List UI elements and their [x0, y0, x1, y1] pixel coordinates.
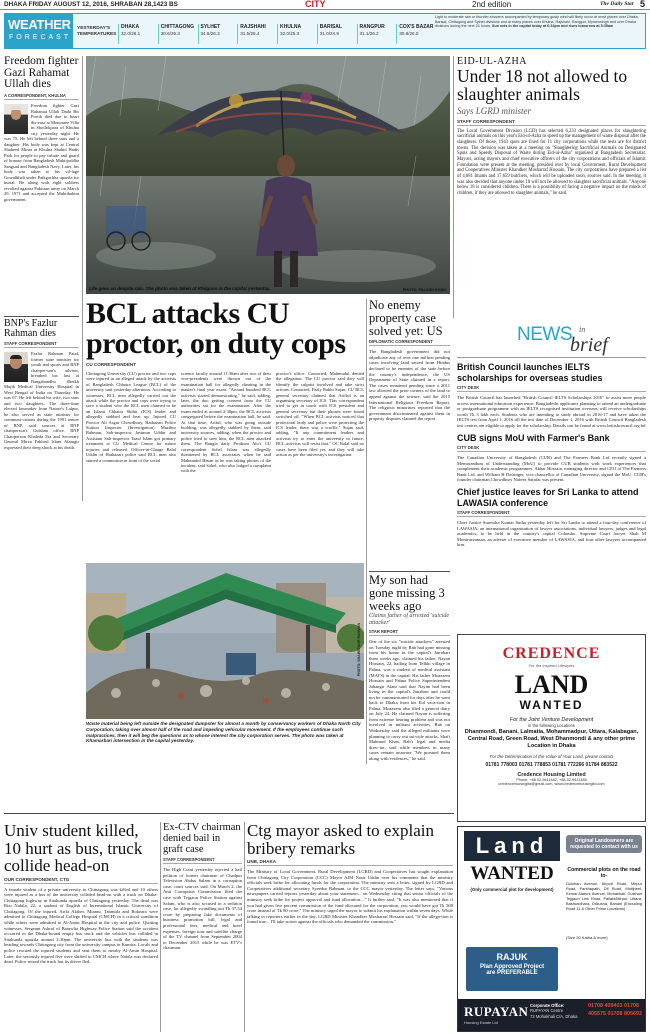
weather-bar — [4, 13, 646, 49]
brief-item-body: The British Council has launched "British Council IELTS Scholarships 2016" to assist more people access international education experience. Bangladeshi applicants planning to attend an undergraduate or postgraduate programme with an IELTS recognised institution overseas will receive scholarships worth Tk 3 lakh each. Students who are intending to study abroad in 2016-17 and have taken the IELTS test from April 1, 2016 till the test date of December 1, 2016 with British Council Bangladesh test centres are eligible to apply for the scholarship. Details can be found at www.britishcouncil.org.bd — [457, 395, 646, 428]
rupayan-land: Land — [464, 831, 560, 861]
rupayan-preferable: are PREFERABLE — [486, 970, 538, 976]
ad-rupayan — [457, 826, 646, 1032]
column-rule — [82, 56, 83, 501]
brief-item-byline: CITY DESK — [457, 385, 646, 392]
brief-item — [457, 487, 646, 548]
brief-item-byline: CITY DESK — [457, 445, 646, 452]
rain-caption-text: Life goes on despite rain. The photo was taken at Khilgaon in the capital yesterday. — [89, 286, 271, 291]
dumpster-caption: Waste material being left outside the designated dumpster for almost a month by conservancy workers of Dhaka North City Corporation, taking over almost half of the road and impeding vehicular movement. If the employees continue such malpractices, then it will beg the questions as to whose interest the city corporation serves. The photo was taken at Khamarbari intersection in the capital yesterday. — [86, 721, 361, 744]
weather-city — [277, 24, 317, 44]
credence-land: LAND — [514, 670, 589, 699]
eid-body: The Local Government Division (LGD) has selected 6,233 designated places for slaughtering sacrificial animals on this year's Eid-ul-Azha to speed up the management of waste disposal after the slaughters. Of those, 1943 spots are fixed for 11 city corporations while the rests are for district towns. The decision was taken at a meeting on "Slaughtering Sacrificial Animals on Designated Spots and Speedy Disposal of Waste during Eid-ul-Azha" organised at Bangladesh Secretariat. Mayors, acting mayors and chief executive officers of the city corporations and officials of Islamic Foundation were present at the meeting, presided over by local Government, Rural Development and Cooperatives Minister Khandker Mosharraf Hossain. The city corporations have prepared a list of 4,681 Imams and 17,659 butchers, which will be uploaded soon, sources said. In the meeting, it was also decided that anyone under 18 will not be allowed to slaughter sacrificial animals. "Anyone below 18 is considered children. There is a possibility of facing a negative impact on the minds of children, if they are allowed to slaughter animals," he said. — [457, 128, 646, 196]
ctg-body: The Ministry of Local Government, Rural Development (LGRD) and Cooperatives has sought explanation from Chittagong City Corporation (CCC) Mayor AJM Nasir Uddin over his comments that the ministry officials seek bribe for allocating funds for the corporation. The ministry sent a letter, signed by LGRD and Cooperatives additional secretary Syeedur Rahman, to the CCC mayor yesterday. The letter says, "Various newspapers carried reports yesterday about your statement... on Wednesday citing that senior officials of the ministry seek bribe for project approval and fund allocation...." It further said, "It was also mentioned that if you had given five percent commission of the fund allocated for the corporation, you would have got Tk 500 crore instead of Tk 80 crore." The ministry urged the mayor to submit his explanation within seven days. While talking to reporters earlier in the day, LGRD Minister Khandker Mosharraf Hossain said, "If the allega-tion is found true... I'll take action against the officials who demanded the commission." — [247, 869, 453, 925]
story-bnp — [4, 316, 79, 501]
noenemy-body: The Bangladesh government did not adjudicate any of over one million pending cases involving land seized from Hindus declared to be enemies of the state before the country's independence, the US Department of State claimed in a report. The cases remained pending since a 2011 law allowed the prior owners of the land to appeal against the seizure, said the 2015 International Religious Freedom Report. The religious minorities reported that the government discriminated against them in property disputes claimed the report. — [369, 349, 450, 422]
weather-city — [396, 24, 436, 44]
exctv-headline: Ex-CTV chairman denied bail in graft case — [163, 822, 241, 855]
masthead — [0, 0, 650, 10]
brief-item-headline: Chief justice leaves for Sri Lanka to attend LAWASIA conference — [457, 487, 639, 508]
brief-item-body: The Canadian University of Bangladesh (CUB) and The Farmers Bank Ltd recently signed a Memorandum of Understanding (MoU) to provide CUB students with work experiences that complement their academic programmes. Akbar Hossain, managing director and CEO of The Farmers Bank Ltd, and William H Deiringer, vice chancellor of Canadian University, signed the MoU. CUB's founder chairman Chowdhury Nafeez Sarafat was present. — [457, 455, 646, 483]
news-in-brief — [457, 322, 646, 629]
weather-city-name: RAJSHAHI — [240, 24, 266, 30]
credence-info: For the Determination of the Value of Your Land, please contact — [489, 754, 614, 759]
rupayan-brand: RUPAYAN — [464, 1004, 529, 1019]
rain-photo-caption — [89, 286, 339, 292]
rupayan-badge: Original Landowners are requested to contact with us — [566, 835, 642, 853]
paper-name: The Daily Star — [600, 1, 634, 7]
weather-city-name: RANGPUR — [359, 24, 385, 30]
weather-subtitle: FORECAST — [9, 34, 72, 41]
section-name: CITY — [305, 0, 326, 9]
story-exctv — [163, 822, 242, 1034]
weather-yesterday-label — [77, 26, 116, 38]
rupayan-office-1: Corporate Office: — [530, 1003, 565, 1008]
weather-city-name: DHAKA — [121, 24, 140, 30]
bcl-headline: BCL attacks CU proctor, on duty cops — [86, 299, 346, 360]
credence-wanted: WANTED — [519, 698, 584, 712]
column-rule — [244, 822, 245, 1032]
noenemy-byline: DIPLOMATIC CORRESPONDENT — [369, 339, 450, 346]
story-missing-son — [369, 571, 450, 786]
weather-logo — [5, 14, 73, 48]
brief-item-body: Chief Justice Surendra Kumar Sinha yesterday left for Sri Lanka to attend a four-day conference of LAWASIA, an international organisation of lawyer associations, individual lawyers, judges and legal academics, to be held in the country's capital Colombo. Supreme Court lawyer Shah M Moniruzzaman, an adviser of executive member of LAWASIA, and four other lawyers accompanied him. — [457, 520, 646, 548]
univ-headline: Univ student killed, 10 hurt as bus, truck collide head-on — [4, 822, 143, 875]
weather-city-name: KHULNA — [280, 24, 302, 30]
weather-city — [357, 24, 397, 44]
eid-headline: Under 18 not allowed to slaughter animals — [457, 66, 628, 104]
weather-city — [198, 24, 238, 44]
weather-city-temps: 31.0/24.9 — [319, 31, 339, 36]
weather-city-name: SYLHET — [200, 24, 221, 30]
rupayan-size: (Size 20 Katha & more) — [566, 935, 608, 940]
freedom-body: Freedom fighter Gazi Rahamat Ullah Dadu Bir Protik died due to heart dis-ease at Monoaree Villa in Shoilokpara of Khulna city yesterday night. He was 75. He left behind three sons and a daughter. His body was kept at Central Shaheed Minar at Khulna Shahid Hadis Park for people to pay tribute and guard of honour from Bangladesh Muktijoddha Sangsad and Bangladesh Navy. Later, his body was taken to his vil-lage Gowalkhali under Paikgachha upazila for burial. He along with eight soldiers revolted against Pakistan army on March 29, 1971 and accepted the Muktibahini government. — [4, 103, 79, 202]
weather-city-temps: 32.0/26.1 — [121, 31, 141, 36]
dumpster-photo-credit: PHOTO: SHAHEENUR RAHMAN — [357, 623, 361, 677]
weather-city — [317, 24, 357, 44]
rupayan-office-3: 72 Mohakhali C/A, Dhaka — [530, 1013, 578, 1019]
credence-phones: 01781 778003 01781 778853 01781 772266 01784 883522 — [485, 762, 618, 768]
bcl-col-3: proctor's office. Contacted, Mahmudul denied the allegation. The CU proctor said they will identify the culprits involved and take strict actions. Contacted, Fazly Rabbi Sujan, CU BCL general secretary claimed that Arifful is an organising secretary of ICS. This correspondent tried to get in touch with ICS president and general secretary but their phones were found switched off. "When BCL activists noticed that protectoral body and police were protecting the ICS leader, there was a scuffle," Sujan said, adding, "If any commitment leaders and activists try to enter the university in future, BCL activists will resist that." OC Balal said no cases have been filed yet, and they will take action as per the university's investigation. — [276, 371, 364, 458]
weather-city-temps: 31.5/25.4 — [240, 31, 260, 36]
weather-title: WEATHER — [8, 17, 71, 32]
brief-items — [457, 362, 646, 548]
rupayan-joint: (Only commercial plot for development) — [470, 887, 554, 892]
weather-city-temps: 30.8/26.0 — [399, 31, 419, 36]
mason-headline: My son had gone missing 3 weeks ago — [369, 573, 445, 613]
rain-photo-credit: PHOTO: PALASH KHAN — [402, 288, 446, 292]
rupayan-office-2: RUPAYAN Centre — [530, 1008, 564, 1014]
bcl-col-1: Chittagong University (CU) proctor and two cops were injured in an alleged attack by the activists of Bangladesh Chhatra League (BCL) of the university unit yesterday afternoon. According to witnesses, BCL men allegedly carried out the attack while the proctor and cops were trying to save a student who the BCL men claimed to be an Islami Chhatra Shibir (ICS) leader and allegedly stabbed and beat up. Injured CU Proctor Ali Asgar Chowdhury, Hathazari Police Station Inspector (Investigation) Mazibur Rahman, Sub-inspector Jasimun Uddin and Assistant Sub-inspector Tazul Islam got primary treatment at CU Medical Centre for minor injuries and released. Officer-in-Charge Balal Uddin of Hathazari police said BCL men also started a commotion in front of the social — [86, 371, 176, 463]
brief-news: NEWS — [517, 324, 572, 345]
rupayan-rajuk: RAJUK — [496, 952, 528, 962]
freedom-headline: Freedom fighter Gazi Rahamat Ullah dies — [4, 56, 79, 91]
credence-company: Credence Housing Limited — [517, 772, 586, 778]
exctv-body: The High Court yesterday rejected a bail petition of former chairman of Chadpur Television Abdus Salam in a corruption case, court sources said. On March 2, the Anti Corruption Commission filed the case with Tejgaon Police Station against Salam, who is also accused in a sedition case, for allegedly swindling out Tk 37.54 crore by preparing fake documents of business promotion bill, legal and professional fees, medical and hotel expenses, foreign tour and satellite charge of the TV channel from September 2004 to December 2015 while he was ETV's chairman. — [163, 867, 242, 951]
bnp-body: Fazlur Rahman Patal, former state minister for youth and sports and BNP chairper-son's adviser, breathed his last at Bangabandhu Sheikh Mujib Medical University Hospital in West Bengal of India on Thursday. He was 67. He left behind his wife, two sons and two daughters. The three-time elected lawmaker from Natore's Lalpur, he also served as state minister for communi-cations during the 1991 tenure of BNP, said sources at BNP chairperson's Gulshan office. BNP Chairperson Khaleda Zia and Secretary General Mirza Fakhrul Islam Alamgir expressed their deep shock at his death. — [4, 351, 79, 450]
story-univ — [4, 822, 158, 1034]
brief-item — [457, 362, 646, 429]
freedom-byline: A CORRESPONDENT, KHULNA — [4, 93, 79, 100]
eid-deck: Says LGRD minister — [457, 105, 531, 116]
credence-contact: Phone: +88 02-9611482, +88-02-9611485 — [516, 778, 587, 782]
column-rule — [366, 299, 367, 764]
rupayan-footer — [458, 999, 645, 1031]
dumpster-photo-art — [86, 563, 364, 719]
brief-item — [457, 433, 646, 483]
mason-body: One of the six "suicide attackers" arrested on Tuesday night by Rab had gone missing from his home in the capital's Jatrabari three weeks ago, claimed his father. Nayan Hossain, 22, hailing from Telkhi village in Pabna, was a student of medical assistant (MATS) in the capital. His father Moazzem Hossain and Pabna Police Superintendent Jahangir Alam said that Nayan had been living in the capital's Jatrabari and could not be communicated for days after he went back to Dhaka from his Eid vaca-tion in Pabna. Moazzem also filed a general diary on July 24. He claimed Nayan is suffering from extreme hearing problem and was not involved in militant activities. Rab on Wednesday said the alleged militants were planning to carry out sui-cide attacks. Shafi Mahmud Khan, Rab's legal and media direc-tor, said while members in many cases remain unaware "We pursued them along with evidences," he said. — [369, 639, 450, 761]
bnp-portrait — [4, 352, 28, 382]
ad-credence — [457, 634, 646, 822]
freedom-portrait — [4, 104, 28, 134]
credence-locations: Dhanmondi, Banani, Lalmatia, Mohammadpur, Uttara, Kalabagan, Central Road, Green Road, West Dhanmondi & any other prime Location in Dhaka — [464, 729, 639, 749]
weather-city — [158, 24, 198, 44]
weather-city-temps: 34.8/26.3 — [200, 31, 220, 36]
bcl-columns — [86, 371, 364, 474]
credence-venture: For the Joint Venture Development — [509, 717, 594, 723]
weather-city-name: COX'S BAZAR — [399, 24, 434, 30]
weather-city-temps: 30.6/26.3 — [160, 31, 180, 36]
credence-tagline: For the Inspired Lifestyles — [528, 663, 575, 668]
brief-in: in — [579, 325, 586, 334]
bnp-headline: BNP's Fazlur Rahman dies — [4, 318, 58, 340]
column-rule — [453, 56, 454, 318]
weather-city-temps: 32.0/25.3 — [280, 31, 300, 36]
bcl-col-2: science faculty around 11:30am after two of their vice-presidents were thrown out of the examination hall for allegedly cheating in the master's final year exam. "Around hundred BCL activists started demonstrating," he said, adding, later, the duo getting consent from the CU authorities sat for the examination. After the exam ended at around 2:30pm, the BCL activists congregated before the examination hall, he said. At that time, Ariful, who was going outside building, was allegedly stabbed by them, said university sources, adding, when the proctor and police tried to save him, the BCL men attacked them. The Bangla daily Prothom Alo's CU correspondent Sohel Islam was allegedly threatened by BCL associates when he said Mahmudul Hasan as he was taking photos of the incident, said Sohel, who also lodged a complaint with the — [181, 371, 271, 474]
eid-kicker: EID-UL-AZHA — [457, 56, 527, 67]
mason-deck: Claims father of arrested 'suicide attacker' — [369, 613, 450, 627]
label-yesterday: YESTERDAY'S — [77, 26, 111, 31]
ctg-headline: Ctg mayor asked to explain bribery remarks — [247, 822, 434, 858]
rupayan-office — [530, 1003, 584, 1019]
weather-city — [237, 24, 277, 44]
brief-item-byline: STAFF CORRESPONDENT — [457, 510, 646, 517]
rain-photo-art — [86, 56, 450, 294]
weather-city-temps: 31.1/26.2 — [359, 31, 379, 36]
story-no-enemy — [369, 299, 450, 567]
column-rule — [160, 822, 161, 1032]
credence-logo: CREDENCE — [502, 645, 601, 662]
section-divider — [4, 813, 454, 814]
story-freedom-fighter — [4, 56, 79, 312]
story-bcl — [86, 299, 364, 475]
weather-city — [118, 24, 158, 44]
credence-web: credencehousingltd@gmail.com, www.credencehousingltd.com — [498, 782, 605, 786]
bcl-byline: CU CORRESPONDENT — [86, 362, 137, 367]
bnp-byline: STAFF CORRESPONDENT — [4, 341, 79, 348]
story-ctg-mayor — [247, 822, 453, 1034]
story-eid — [457, 56, 646, 318]
rupayan-plan: Plan Approved Project — [479, 964, 545, 970]
forecast-text: Light to moderate rain or thunder-showers accompanied by temporary gusty wind will likely occur at most places over Dhaka, Barisal, Chittagong and Sylhet divisions and at many places over Khulna, Rajshahi, Rangpur, Mymensingh and over Dhaka divisions during the next 24 hours. — [435, 15, 639, 29]
weather-city-name: BARISAL — [319, 24, 342, 30]
rupayan-wanted: WANTED — [470, 863, 554, 884]
mason-byline: STAR REPORT — [369, 629, 450, 636]
rupayan-commercial-title: Commercial plots on the road to- — [567, 867, 641, 879]
noenemy-headline: No enemy property case solved yet: US — [369, 299, 443, 338]
credence-locations-intro: in the following Locations — [528, 723, 575, 728]
exctv-byline: STAFF CORRESPONDENT — [163, 857, 242, 864]
dumpster-photo — [86, 563, 364, 719]
ctg-byline: UNB, DHAKA — [247, 859, 453, 866]
brief-item-headline: CUB signs MoU with Farmer's Bank — [457, 432, 610, 443]
eid-byline: STAFF CORRESPONDENT — [457, 119, 646, 126]
rupayan-brand-sub: Housing Estate Ltd — [464, 1020, 498, 1025]
weather-city-name: CHITTAGONG — [160, 24, 194, 30]
brief-brief: brief — [570, 334, 608, 356]
sun-times: Sun sets in the capital today at 6:34pm and rises tomorrow at 5:35am — [492, 24, 614, 29]
rupayan-commercial-list: Gulshan Avenue, Airport Road, Mirpur Road, Panthapath, Dit Road, Motijheel, Kemal Ataturk Avenue, Mohakhali, Gulshan Tejgaon Link Road, Pallabi/Mirpur, Uttara, Bashundhara, Dilkusha, Banani (Excluding Road 11 & Other Prime Locations) — [566, 881, 642, 911]
brief-title — [457, 322, 646, 358]
rain-umbrella-photo — [86, 56, 450, 294]
brief-item-headline: British Council launches IELTS scholarships for overseas studies — [457, 362, 603, 383]
label-temperatures: TEMPERATURES — [77, 32, 117, 37]
weather-forecast — [435, 15, 645, 47]
univ-body: A female student of a private university in Chittagong was killed and 10 others were injured as a bus of the university collided head-on with a truck on Dhaka-Chittagong highway in Sitakunda upazila of Chittagong yesterday. The dead was Rizi Nabila, 22, a student of English of International Islamic University of Chittagong. Of the injured, Arifa Akther, Miamu, Tahmida and Bokeara were admitted to Chittagong Medical College Hospital (CMCH) in a critical condition while others were admitted to Al-Amin Hospital in the city and police. Quoting witnesses, Sergeant Ashraf of Barawlia Highway Police Station said the accident occurred in the Dhaka-bound empty bus truck and the vehicles bus collided in Sitakunda upazila around 2:30pm. The university bus with the students was heading towards Chittagong city from the university campus in Kumira. Locals and police rescued the injured students and sent them to nearby Al-Amin Hospital. Later, the seriously injured five were shifted to CMCH where Nabila was declared dead. Police seized the truck but its driver fled. — [4, 886, 158, 965]
rupayan-rajuk-box — [466, 947, 558, 991]
weather-cities — [118, 24, 436, 44]
dateline: DHAKA FRIDAY AUGUST 12, 2016, SHRABAN 28,1423 BS — [4, 1, 178, 8]
page-number: 5 — [640, 0, 646, 9]
univ-byline: OUR CORRESPONDENT, CTG — [4, 877, 158, 884]
edition: 2nd edition — [472, 0, 512, 9]
rupayan-phones: 01708 409403 01708 405575 01708 805692 — [588, 1003, 642, 1017]
